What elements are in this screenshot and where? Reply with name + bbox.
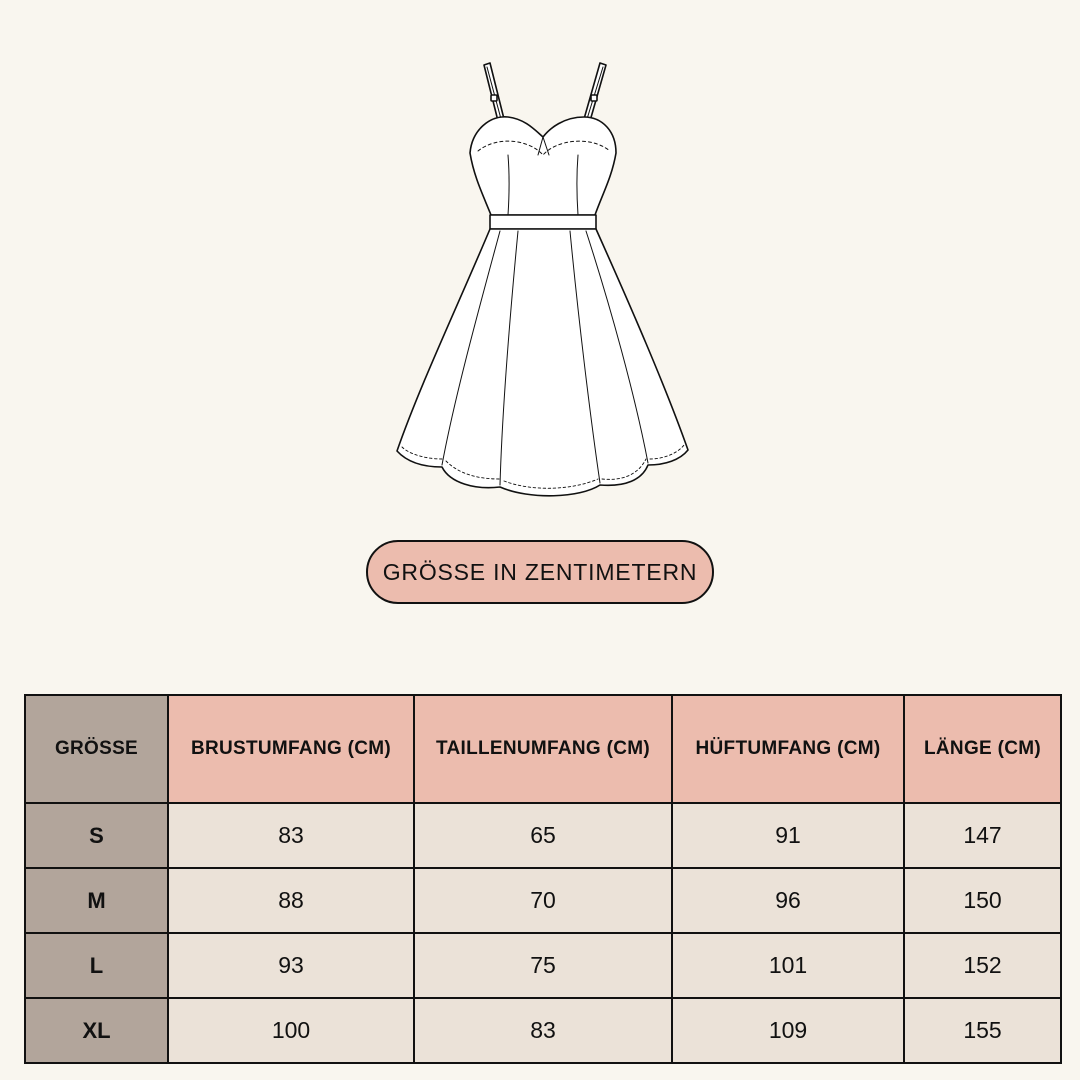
header-length: LÄNGE (CM) xyxy=(904,695,1061,803)
header-size: GRÖSSE xyxy=(25,695,168,803)
length-value: 152 xyxy=(904,933,1061,998)
unit-badge xyxy=(366,540,714,604)
table-header-row xyxy=(25,695,1061,803)
table-row xyxy=(25,933,1061,998)
size-label: XL xyxy=(25,998,168,1063)
waist-value: 65 xyxy=(414,803,672,868)
length-value: 155 xyxy=(904,998,1061,1063)
table-row xyxy=(25,998,1061,1063)
bust-value: 100 xyxy=(168,998,414,1063)
waist-value: 75 xyxy=(414,933,672,998)
header-bust: BRUSTUMFANG (CM) xyxy=(168,695,414,803)
bust-value: 83 xyxy=(168,803,414,868)
header-waist: TAILLENUMFANG (CM) xyxy=(414,695,672,803)
bust-value: 93 xyxy=(168,933,414,998)
length-value: 150 xyxy=(904,868,1061,933)
hip-value: 91 xyxy=(672,803,904,868)
size-label: S xyxy=(25,803,168,868)
waist-value: 70 xyxy=(414,868,672,933)
hip-value: 96 xyxy=(672,868,904,933)
header-hip: HÜFTUMFANG (CM) xyxy=(672,695,904,803)
table-row xyxy=(25,868,1061,933)
size-label: L xyxy=(25,933,168,998)
size-label: M xyxy=(25,868,168,933)
bust-value: 88 xyxy=(168,868,414,933)
size-table xyxy=(24,694,1062,1064)
unit-badge-label: GRÖSSE IN ZENTIMETERN xyxy=(382,558,698,585)
waist-value: 83 xyxy=(414,998,672,1063)
table-row xyxy=(25,803,1061,868)
hip-value: 109 xyxy=(672,998,904,1063)
dress-illustration xyxy=(380,55,710,510)
hip-value: 101 xyxy=(672,933,904,998)
length-value: 147 xyxy=(904,803,1061,868)
